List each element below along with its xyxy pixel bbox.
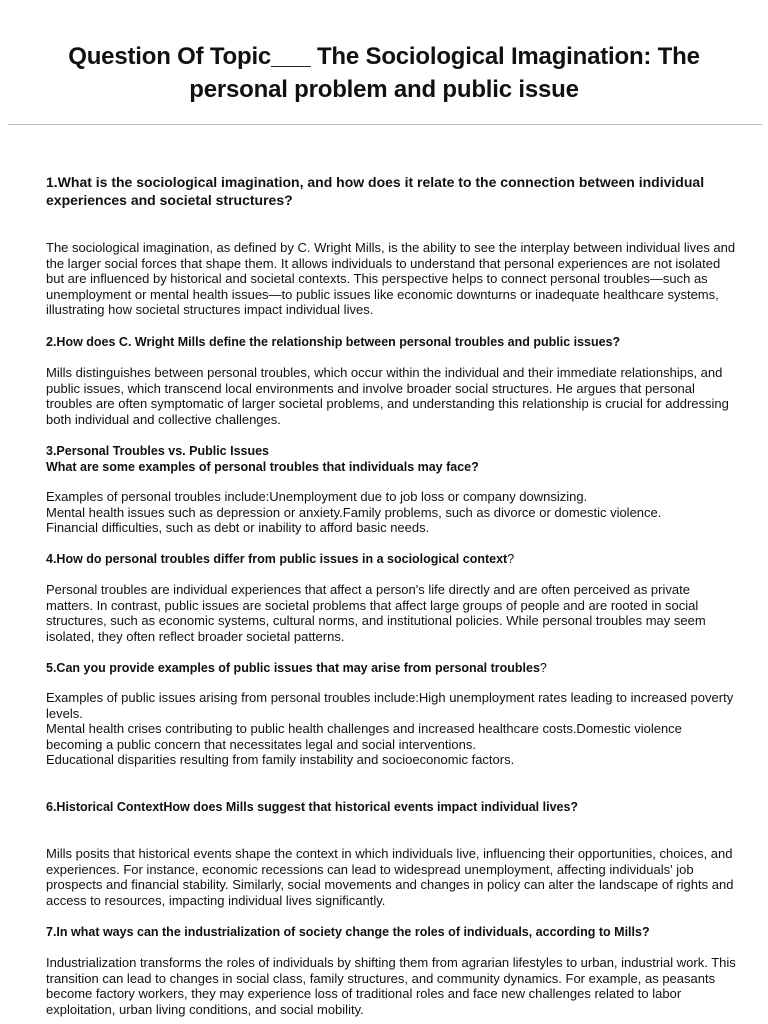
answer-4: Personal troubles are individual experiences that affect a person's life directly and are often perceived as private matters. In contrast, public issues are societal problems that affect large groups of people and are rooted in social structures, such as economic systems, cultural norms, and institutional policies. While personal troubles may seem isolated, they often reflect broader societal patterns. (46, 582, 706, 644)
question-5-mark: ? (539, 661, 547, 675)
question-1: 1.What is the sociological imagination, and how does it relate to the connection between individual experiences and societal structures? (46, 174, 705, 208)
answer-1: The sociological imagination, as defined by C. Wright Mills, is the ability to see the interplay between individual lives and the larger social forces that shape them. It allows individuals to understand that personal experiences are not isolated but are influenced by historical and societal contexts. This perspective helps to connect personal troubles—such as unemployment or mental health issues—to public issues like economic downturns or inadequate healthcare systems, illustrating how societal structures impact individual lives. (46, 240, 736, 317)
answer-5: Examples of public issues arising from personal troubles include:High unemployment rates leading to increased poverty levels. Mental health crises contributing to public health challenges and increased healthcare costs.Domestic violence becoming a public concern that necessitates legal and social interventions. Educational disparities resulting from family instability and socioeconomic factors. (46, 690, 734, 767)
answer-3: Examples of personal troubles include:Unemployment due to job loss or company downsizing. Mental health issues such as depression or anxiety.Family problems, such as divorce or domestic violence. Financial difficulties, such as debt or inability to afford basic needs. (46, 489, 662, 535)
question-4-mark: ? (507, 552, 515, 566)
question-3: 3.Personal Troubles vs. Public Issues What are some examples of personal troubles that individuals may face? (46, 444, 479, 474)
question-4-text: 4.How do personal troubles differ from public issues in a sociological context (46, 552, 508, 566)
answer-2: Mills distinguishes between personal troubles, which occur within the individual and their immediate relationships, and public issues, which transcend local environments and involve broader social structures. He argues that personal troubles are often symptomatic of larger societal problems, and understanding this relationship is crucial for addressing both individual and collective challenges. (46, 365, 729, 427)
question-5 (46, 660, 736, 676)
title-divider (8, 124, 762, 125)
document-title: Question Of Topic___ The Sociological Imagination: The personal problem and public issue (68, 43, 700, 103)
question-4 (46, 551, 736, 567)
question-5-text: 5.Can you provide examples of public issues that may arise from personal troubles (46, 661, 540, 675)
question-2: 2.How does C. Wright Mills define the relationship between personal troubles and public issues? (46, 335, 621, 349)
question-6: 6.Historical ContextHow does Mills suggest that historical events impact individual lives? (46, 800, 579, 814)
answer-7: Industrialization transforms the roles of individuals by shifting them from agrarian lifestyles to urban, industrial work. This transition can lead to changes in social class, family structures, and community dynamics. For example, as peasants become factory workers, they may experience loss of traditional roles and face new challenges related to labor exploitation, urban living conditions, and social mobility. (46, 955, 736, 1017)
question-7: 7.In what ways can the industrialization of society change the roles of individuals, according to Mills? (46, 925, 650, 939)
answer-6: Mills posits that historical events shape the context in which individuals live, influencing their opportunities, choices, and experiences. For instance, economic recessions can lead to widespread unemployment, affecting individuals' job prospects and financial stability. Similarly, social movements and changes in policy can alter the landscape of rights and access to resources, impacting individual lives significantly. (46, 846, 734, 908)
